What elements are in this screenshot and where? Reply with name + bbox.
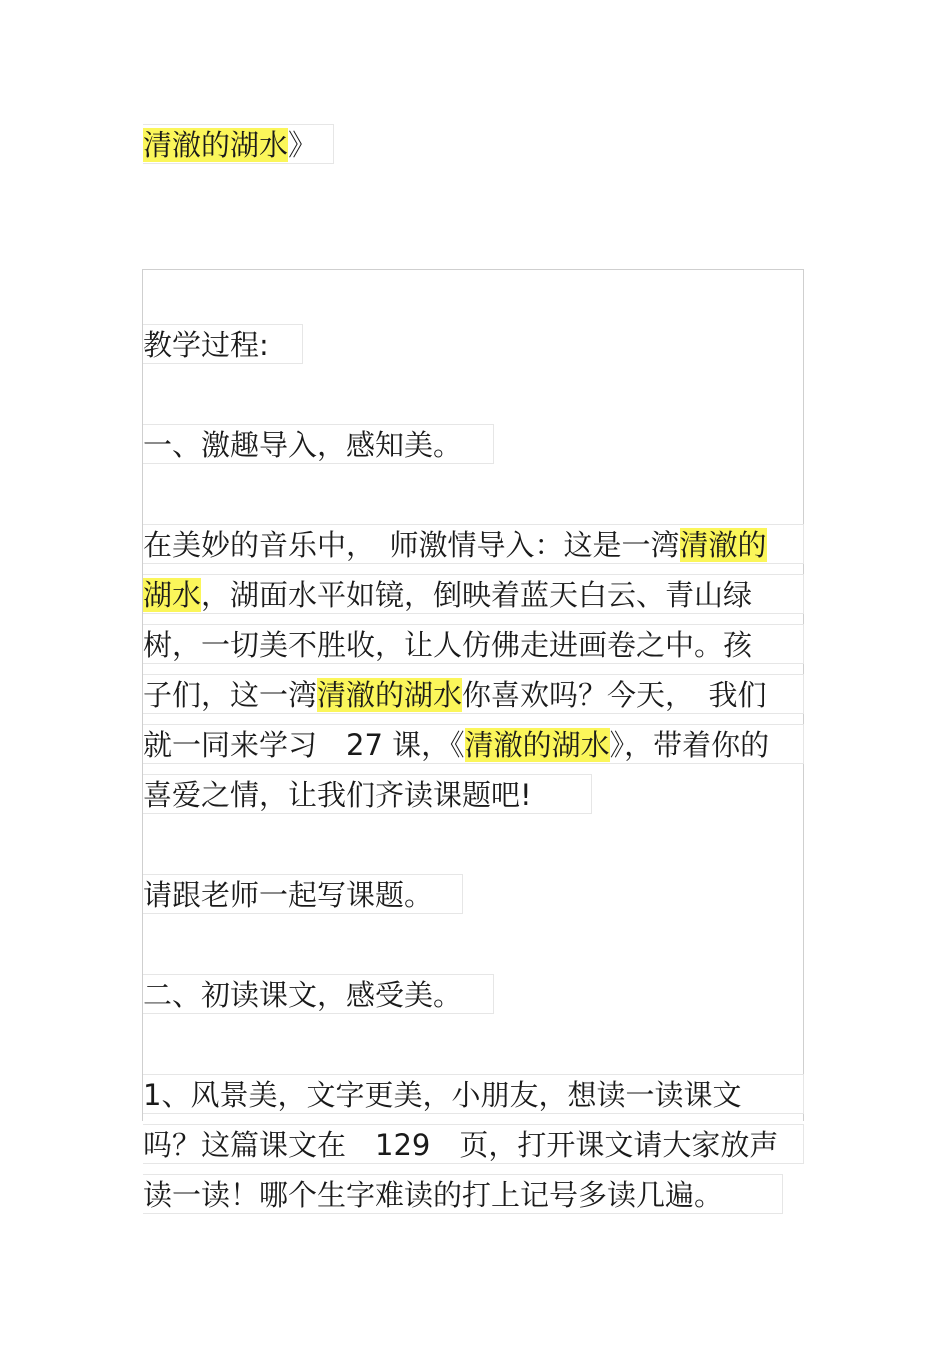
para1-line-5-text-b: 》，带着你的 xyxy=(609,728,770,762)
teaching-process-heading: 教学过程: xyxy=(143,324,303,364)
para1-line-4-text-b: 你喜欢吗？今天， 我们 xyxy=(462,678,767,712)
para1-line-3: 树，一切美不胜收，让人仿佛走进画卷之中。孩 xyxy=(143,624,804,664)
instruction-line: 请跟老师一起写课题。 xyxy=(143,874,463,914)
para1-line-4-text-a: 子们，这一湾 xyxy=(143,678,318,712)
para1-line-4 xyxy=(143,674,804,714)
para1-line-2-highlight: 湖水 xyxy=(143,578,202,612)
para2-line-3: 读一读！哪个生字难读的打上记号多读几遍。 xyxy=(143,1174,783,1214)
para1-line-2 xyxy=(143,574,804,614)
section-1-heading: 一、激趣导入，感知美。 xyxy=(143,424,494,464)
para1-line-2-text: ，湖面水平如镜，倒映着蓝天白云、青山绿 xyxy=(201,578,753,612)
para1-line-1 xyxy=(143,524,804,564)
para2-line-2: 吗？这篇课文在 129 页，打开课文请大家放声 xyxy=(143,1124,804,1164)
para2-line-1: 1、风景美，文字更美，小朋友，想读一读课文 xyxy=(143,1074,804,1114)
para1-line-1-text: 在美妙的音乐中， 师激情导入：这是一湾 xyxy=(143,528,680,562)
section-2-heading: 二、初读课文，感受美。 xyxy=(143,974,494,1014)
title-suffix: 》 xyxy=(288,128,318,162)
para1-line-5 xyxy=(143,724,804,764)
para1-line-6: 喜爱之情，让我们齐读课题吧! xyxy=(143,774,592,814)
lesson-title xyxy=(143,124,334,164)
para1-line-1-highlight: 清澈的 xyxy=(679,528,767,562)
title-highlight: 清澈的湖水 xyxy=(143,128,289,162)
para1-line-5-highlight: 清澈的湖水 xyxy=(464,728,610,762)
para1-line-5-text-a: 就一同来学习 27 课，《 xyxy=(143,728,465,762)
para1-line-4-highlight: 清澈的湖水 xyxy=(317,678,463,712)
